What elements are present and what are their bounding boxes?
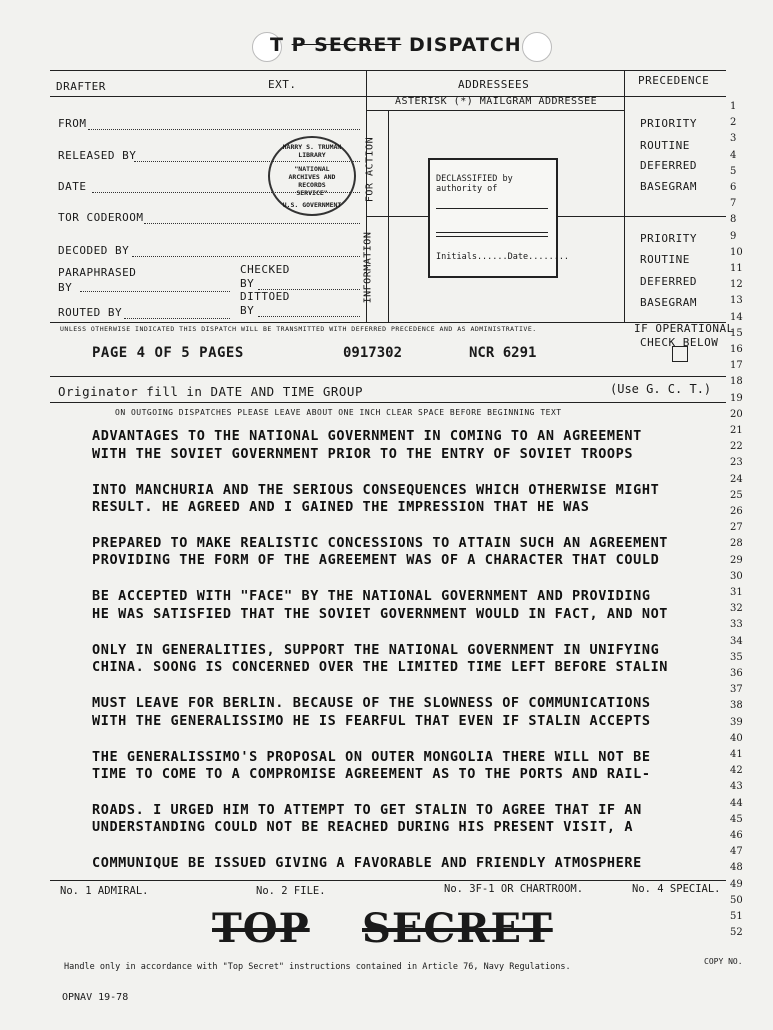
prec-action-basegram[interactable]: BASEGRAM [640,180,697,193]
date-time-group: 0917302 [343,345,403,361]
unless-note: UNLESS OTHERWISE INDICATED THIS DISPATCH WILL BE TRANSMITTED WITH DEFERRED PRECEDENCE AND AS ADMINISTRATIVE. [60,325,537,333]
line-number: 52 [730,927,743,939]
stamp-line-3: ARCHIVES AND [288,173,336,181]
ext-label: EXT. [268,78,297,91]
line-number: 38 [730,700,743,712]
line-number: 49 [730,878,743,890]
declassified-text: DECLASSIFIED by authority of [436,174,513,194]
declassified-line-2 [436,232,548,233]
addressees-label: ADDRESSEES [458,78,530,91]
operational-checkbox[interactable] [672,346,688,362]
dispatch-title [270,34,522,56]
line-number: 17 [730,360,743,372]
line-number: 26 [730,506,743,517]
prec-info-deferred[interactable]: DEFERRED [640,275,697,288]
line-number: 50 [730,894,743,906]
prec-info-basegram[interactable]: BASEGRAM [640,296,697,309]
from-label: FROM [58,117,87,130]
line-number: 11 [730,263,743,274]
body-line: PROVIDING THE FORM OF THE AGREEMENT WAS OF A CHARACTER THAT COULD [92,552,660,568]
check-below-label: CHECK BELOW [640,336,719,349]
line-number: 19 [730,392,743,404]
released-by-label: RELEASED BY [58,149,137,162]
line-number: 2 [730,117,737,129]
copy-4-label: No. 4 SPECIAL. [632,883,721,895]
stamp-line-1: HARRY S. TRUMAN LIBRARY [282,143,342,159]
originator-note: Originator fill in DATE AND TIME GROUP [58,384,363,399]
copy-1-label: No. 1 ADMIRAL. [60,885,149,897]
page-info: PAGE 4 OF 5 PAGES [92,345,244,361]
line-number: 48 [730,862,743,874]
ncr-number: NCR 6291 [469,345,537,361]
copy-no-label: COPY NO. [704,957,743,966]
line-number: 47 [730,846,743,858]
line-number: 8 [730,214,737,226]
title-struck: P SECRET [291,34,402,56]
body-line: RESULT. HE AGREED AND I GAINED THE IMPRESSION THAT HE WAS [92,499,590,515]
declassified-line-3 [436,236,548,237]
tor-coderoom-field[interactable] [144,223,360,224]
declassified-box [428,158,570,278]
line-number: 32 [730,603,743,615]
line-number: 5 [730,165,737,177]
body-line: ADVANTAGES TO THE NATIONAL GOVERNMENT IN COMING TO AN AGREEMENT [92,428,642,444]
line-number: 42 [730,765,743,777]
for-action-label: FOR ACTION [364,136,376,203]
routed-by-field[interactable] [124,318,230,319]
prec-info-routine[interactable]: ROUTINE [640,253,690,266]
line-number: 13 [730,295,743,307]
line-number: 30 [730,570,743,582]
line-number: 14 [730,311,743,323]
form-id: OPNAV 19-78 [62,992,129,1003]
line-number: 28 [730,538,743,550]
dittoed-by-field[interactable] [258,316,360,317]
decoded-by-label: DECODED BY [58,244,130,257]
line-number: 16 [730,344,743,355]
body-line: THE GENERALISSIMO'S PROPOSAL ON OUTER MONGOLIA THERE WILL NOT BE [92,749,651,765]
decoded-by-field[interactable] [132,256,360,257]
paraphrased-by-field[interactable] [80,291,230,292]
body-line: TIME TO COME TO A COMPROMISE AGREEMENT AS TO THE PORTS AND RAIL- [92,766,651,782]
line-number: 23 [730,457,743,469]
line-number: 31 [730,587,743,598]
line-number: 18 [730,376,743,388]
dittoed-by-label: DITTOED BY [240,290,290,317]
information-label: INFORMATION [362,231,374,304]
prec-action-routine[interactable]: ROUTINE [640,139,690,152]
line-number: 45 [730,813,743,825]
handle-note: Handle only in accordance with "Top Secret" instructions contained in Article 76, Navy Regulations. [64,962,571,972]
body-line: CHINA. SOONG IS CONCERNED OVER THE LIMITED TIME LEFT BEFORE STALIN [92,659,669,675]
body-line: INTO MANCHURIA AND THE SERIOUS CONSEQUENCES WHICH OTHERWISE MIGHT [92,482,660,498]
body-line: WITH THE GENERALISSIMO HE IS FEARFUL THAT EVEN IF STALIN ACCEPTS [92,713,651,729]
outgoing-note: ON OUTGOING DISPATCHES PLEASE LEAVE ABOUT ONE INCH CLEAR SPACE BEFORE BEGINNING TEXT [115,408,562,417]
body-line: PREPARED TO MAKE REALISTIC CONCESSIONS TO ATTAIN SUCH AN AGREEMENT [92,535,669,551]
precedence-label: PRECEDENCE [638,74,710,87]
line-number: 4 [730,149,737,161]
line-number: 21 [730,425,743,436]
body-bottom [50,880,726,881]
line-number: 22 [730,441,743,453]
line-number: 46 [730,830,743,841]
line-number: 37 [730,684,743,696]
line-number: 41 [730,749,743,760]
stamp-line-2: "NATIONAL [294,165,330,173]
checked-by-label: CHECKED BY [240,263,290,290]
precedence-left-border [624,70,625,322]
prec-action-deferred[interactable]: DEFERRED [640,159,697,172]
line-number: 25 [730,489,743,501]
body-line: MUST LEAVE FOR BERLIN. BECAUSE OF THE SLOWNESS OF COMMUNICATIONS [92,695,651,711]
body-line: HE WAS SATISFIED THAT THE SOVIET GOVERNMENT WOULD IN FACT, AND NOT [92,606,669,622]
line-number: 6 [730,182,737,193]
stamp-line-5: SERVICE" [296,189,328,197]
line-number: 27 [730,522,743,534]
declassified-initials: Initials......Date........ [436,252,570,262]
line-number: 20 [730,408,743,420]
if-operational-label: IF OPERATIONAL [634,322,734,335]
asterisk-note: ASTERISK (*) MAILGRAM ADDRESSEE [395,96,598,107]
form-block-bottom [50,322,726,323]
line-number: 36 [730,668,743,679]
line-number: 44 [730,797,743,809]
line-number: 34 [730,635,743,647]
routed-by-label: ROUTED BY [58,306,123,319]
copy-2-label: No. 2 FILE. [256,885,326,897]
line-number: 9 [730,230,737,242]
body-line: UNDERSTANDING COULD NOT BE REACHED DURING HIS PRESENT VISIT, A [92,819,634,835]
body-line: ROADS. I URGED HIM TO ATTEMPT TO GET STALIN TO AGREE THAT IF AN [92,802,642,818]
tor-coderoom-label: TOR CODEROOM [58,211,144,224]
body-line: BE ACCEPTED WITH "FACE" BY THE NATIONAL GOVERNMENT AND PROVIDING [92,588,651,604]
title-suffix: DISPATCH [408,34,522,56]
asterisk-underline [366,110,624,111]
prec-info-priority[interactable]: PRIORITY [640,232,697,245]
prec-action-priority[interactable]: PRIORITY [640,117,697,130]
title-prefix: T [270,34,284,56]
originator-row-bottom [50,402,726,403]
from-field[interactable] [88,129,360,130]
declassified-line-1 [436,208,548,209]
line-number: 35 [730,651,743,663]
drafter-label: DRAFTER [56,80,106,93]
archive-stamp [268,136,356,216]
stamp-line-6: U.S. GOVERNMENT [282,201,342,209]
body-line: COMMUNIQUE BE ISSUED GIVING A FAVORABLE AND FRIENDLY ATMOSPHERE [92,855,642,871]
line-number: 1 [730,101,737,112]
line-number: 51 [730,911,743,922]
paraphrased-by-label: PARAPHRASED BY [58,266,137,294]
line-number: 39 [730,716,743,728]
line-number: 10 [730,246,743,258]
line-number: 3 [730,133,737,145]
line-number: 12 [730,279,743,291]
stamp-line-4: RECORDS [298,181,326,189]
line-number: 7 [730,198,737,210]
top-secret-top: TOP [212,905,310,952]
line-number: 40 [730,732,743,744]
line-number: 29 [730,554,743,566]
line-number: 33 [730,619,743,631]
page-row-bottom [50,376,726,377]
body-line: WITH THE SOVIET GOVERNMENT PRIOR TO THE ENTRY OF SOVIET TROOPS [92,446,634,462]
copy-3-label: No. 3F-1 OR CHARTROOM. [444,883,584,895]
line-number: 24 [730,473,743,485]
line-number: 43 [730,781,743,793]
top-secret-secret: SECRET [362,905,553,952]
punch-hole-right [522,32,552,62]
date-label: DATE [58,180,87,193]
use-gct-note: (Use G. C. T.) [610,382,712,396]
line-number: 15 [730,327,743,339]
body-line: ONLY IN GENERALITIES, SUPPORT THE NATIONAL GOVERNMENT IN UNIFYING [92,642,660,658]
